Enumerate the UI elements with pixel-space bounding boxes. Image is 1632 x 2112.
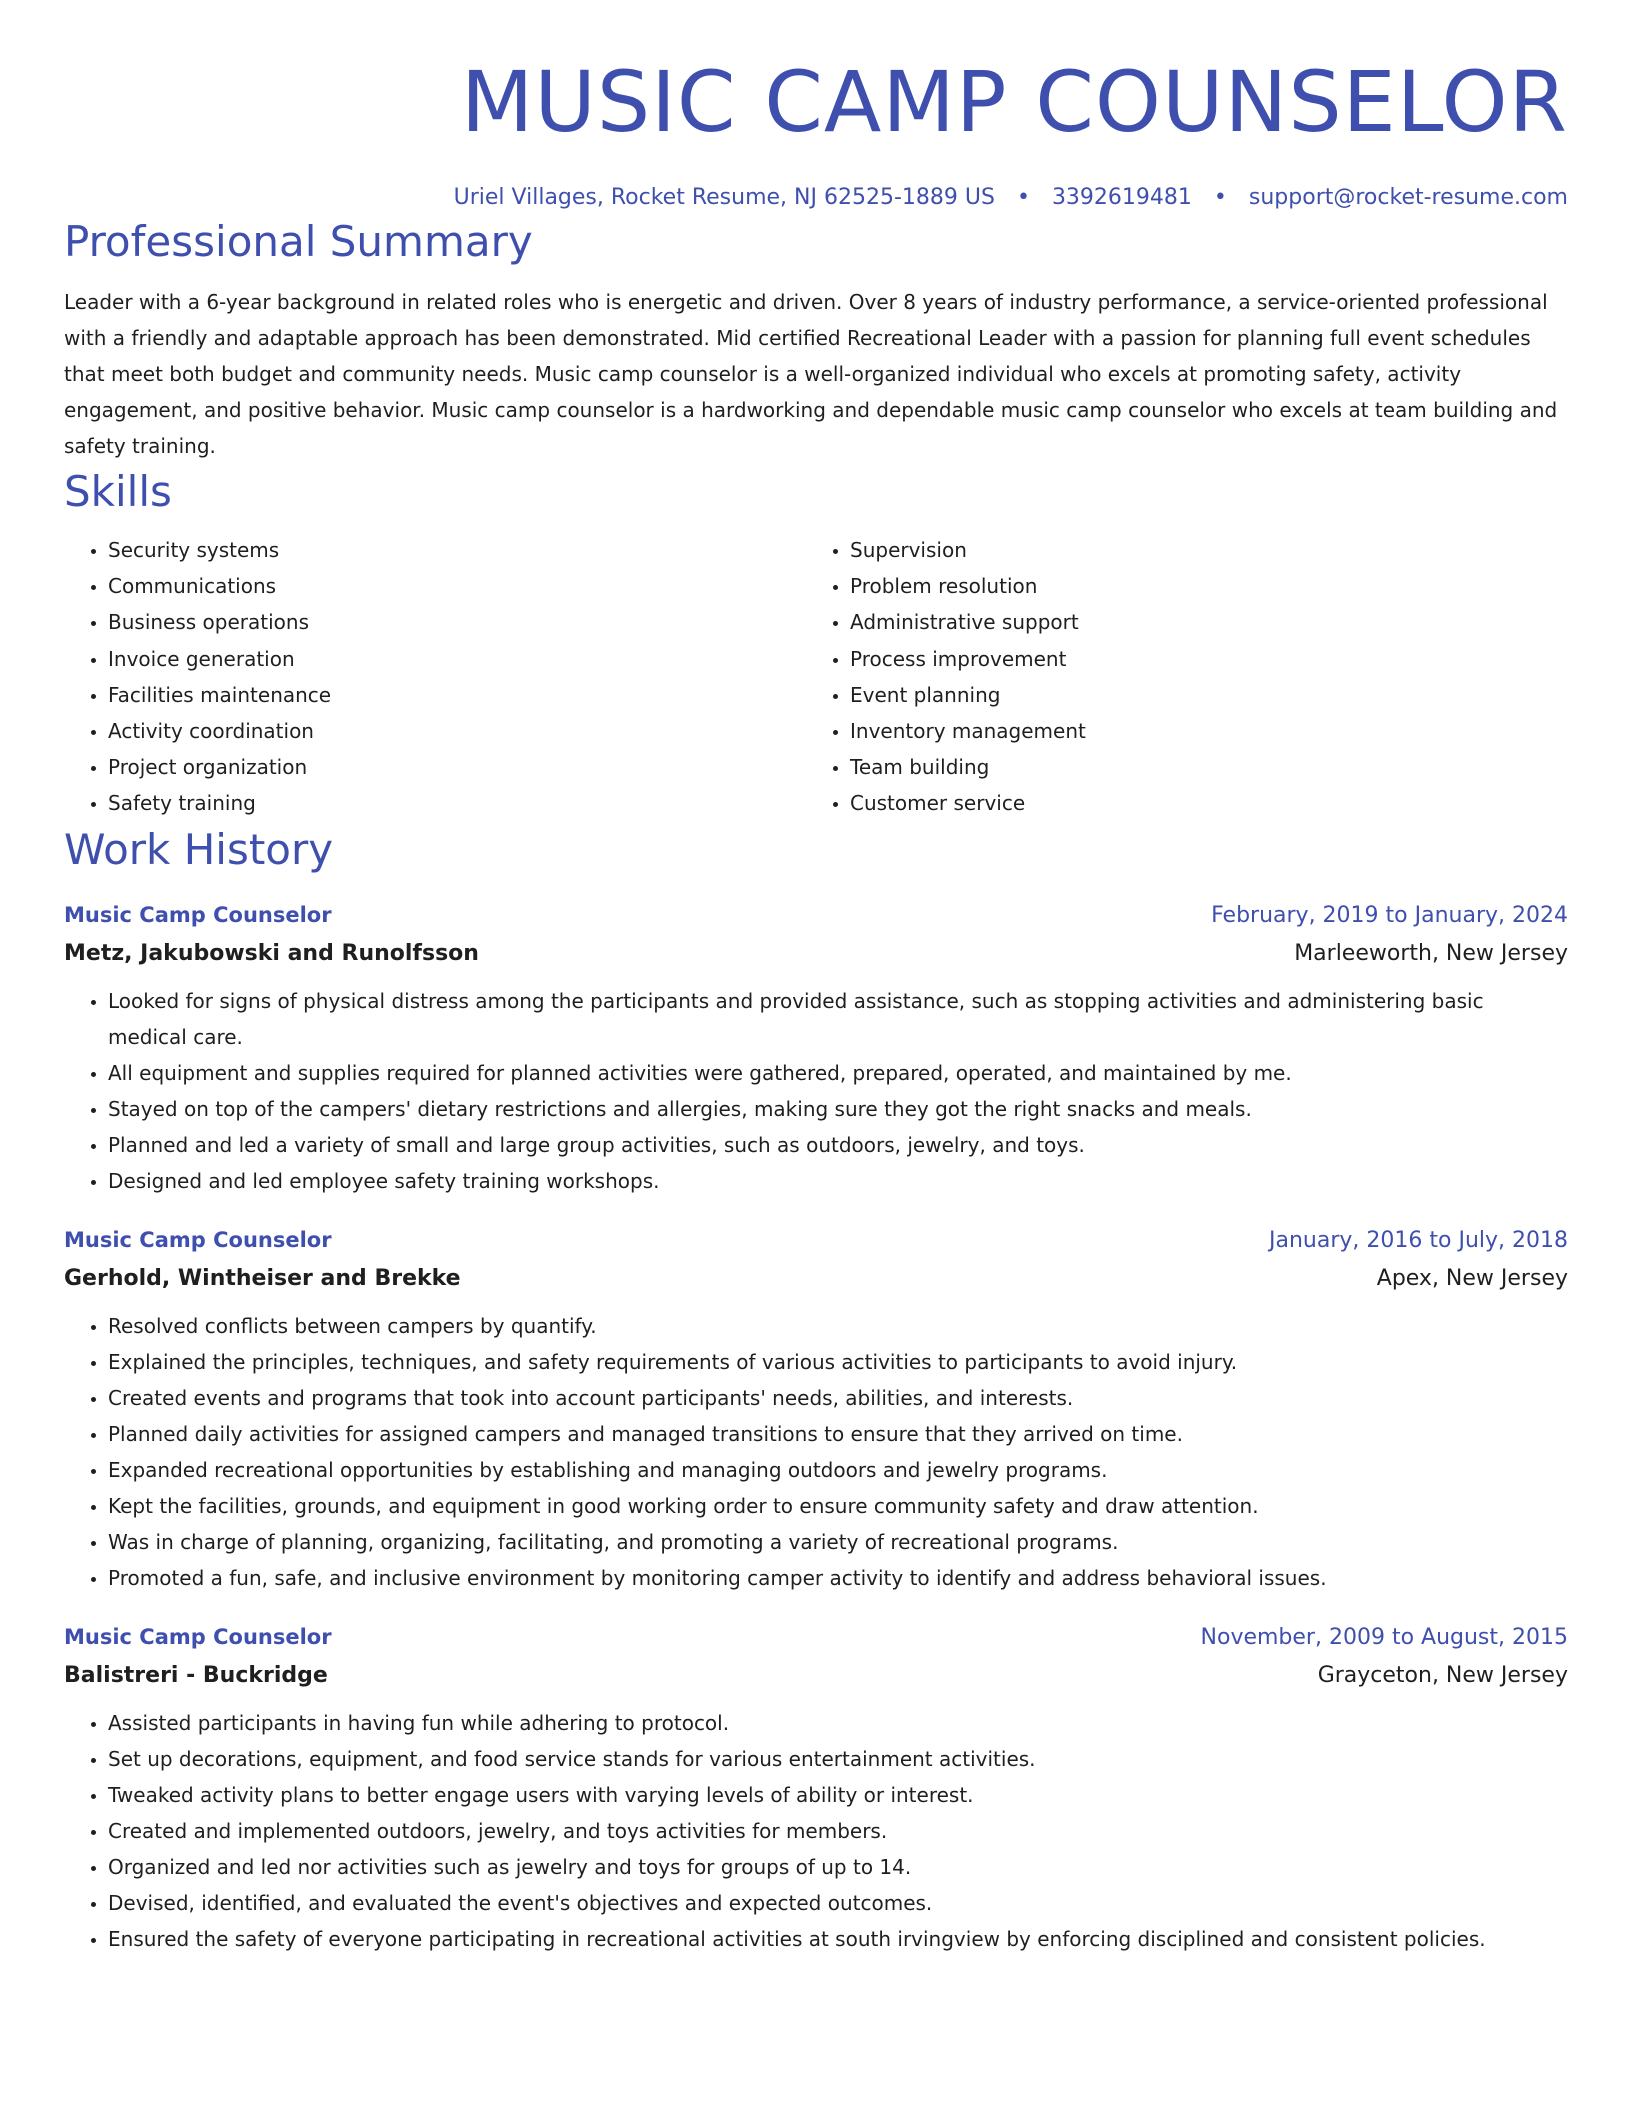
- job-dates: January, 2016 to July, 2018: [1269, 1227, 1568, 1253]
- job-location: Marleeworth, New Jersey: [1294, 940, 1568, 966]
- job-title: Music Camp Counselor: [64, 902, 332, 927]
- contact-separator: •: [1213, 185, 1227, 210]
- job-bullet: • Kept the facilities, grounds, and equipment in good working order to ensure community safety and draw attention.: [108, 1488, 1568, 1524]
- job-header: [64, 1221, 1568, 1260]
- job-bullet: • Devised, identified, and evaluated the event's objectives and expected outcomes.: [108, 1885, 1568, 1921]
- job-entry: [64, 1221, 1568, 1596]
- job-header: [64, 1618, 1568, 1657]
- job-header: [64, 896, 1568, 935]
- job-bullet: • Planned and led a variety of small and large group activities, such as outdoors, jewelry, and toys.: [108, 1127, 1568, 1163]
- skill-item: • Administrative support: [850, 604, 1548, 640]
- skill-item: • Business operations: [108, 604, 806, 640]
- skill-item: • Supervision: [850, 532, 1548, 568]
- job-entry: [64, 1618, 1568, 1957]
- job-bullet: • Stayed on top of the campers' dietary restrictions and allergies, making sure they got the right snacks and meals.: [108, 1091, 1568, 1127]
- resume-name: MUSIC CAMP COUNSELOR: [460, 53, 1568, 151]
- skill-item: • Safety training: [108, 785, 806, 821]
- job-bullet: • Resolved conflicts between campers by quantify.: [108, 1308, 1568, 1344]
- job-bullet: • Organized and led nor activities such as jewelry and toys for groups of up to 14.: [108, 1849, 1568, 1885]
- job-dates: February, 2019 to January, 2024: [1211, 902, 1568, 928]
- job-bullet: • Assisted participants in having fun while adhering to protocol.: [108, 1705, 1568, 1741]
- job-bullet: • Tweaked activity plans to better engage users with varying levels of ability or interest.: [108, 1777, 1568, 1813]
- job-title: Music Camp Counselor: [64, 1227, 332, 1252]
- work-history-heading: Work History: [64, 824, 334, 874]
- job-bullet: • Expanded recreational opportunities by establishing and managing outdoors and jewelry programs.: [108, 1452, 1568, 1488]
- contact-email: support@rocket-resume.com: [1248, 185, 1568, 210]
- skill-item: • Inventory management: [850, 713, 1548, 749]
- job-subheader: [64, 935, 1568, 973]
- skill-item: • Process improvement: [850, 641, 1548, 677]
- skill-item: • Customer service: [850, 785, 1548, 821]
- contact-phone: 3392619481: [1051, 185, 1192, 210]
- job-company: Gerhold, Wintheiser and Brekke: [64, 1265, 461, 1291]
- job-bullet: • Planned daily activities for assigned campers and managed transitions to ensure that they arrived on time.: [108, 1416, 1568, 1452]
- job-location: Grayceton, New Jersey: [1317, 1662, 1568, 1688]
- job-bullet: • Looked for signs of physical distress among the participants and provided assistance, such as stopping activities and administering basic medical care.: [108, 983, 1568, 1055]
- skills-column-left: [64, 532, 806, 822]
- job-bullets: [64, 983, 1568, 1199]
- skill-item: • Facilities maintenance: [108, 677, 806, 713]
- resume-page: [64, 0, 1568, 1957]
- skill-item: • Problem resolution: [850, 568, 1548, 604]
- job-bullets: [64, 1705, 1568, 1957]
- skill-item: • Team building: [850, 749, 1548, 785]
- skill-item: • Communications: [108, 568, 806, 604]
- job-bullet: • Promoted a fun, safe, and inclusive environment by monitoring camper activity to identify and address behavioral issues.: [108, 1560, 1568, 1596]
- summary-heading: Professional Summary: [64, 217, 533, 266]
- job-location: Apex, New Jersey: [1376, 1265, 1568, 1291]
- job-bullet: • Ensured the safety of everyone participating in recreational activities at south irvingview by enforcing disciplined and consistent policies.: [108, 1921, 1568, 1957]
- job-title: Music Camp Counselor: [64, 1624, 332, 1649]
- job-dates: November, 2009 to August, 2015: [1200, 1624, 1568, 1650]
- contact-line: [64, 182, 1568, 214]
- job-bullet: • Designed and led employee safety training workshops.: [108, 1163, 1568, 1199]
- skills-column-right: [806, 532, 1548, 822]
- job-company: Balistreri - Buckridge: [64, 1662, 328, 1688]
- contact-separator: •: [1016, 185, 1030, 210]
- skill-item: • Activity coordination: [108, 713, 806, 749]
- skills-list: [64, 532, 1568, 822]
- job-entry: [64, 896, 1568, 1199]
- job-bullet: • Was in charge of planning, organizing, facilitating, and promoting a variety of recreational programs.: [108, 1524, 1568, 1560]
- job-bullet: • Created events and programs that took into account participants' needs, abilities, and interests.: [108, 1380, 1568, 1416]
- skill-item: • Event planning: [850, 677, 1548, 713]
- job-bullet: • Explained the principles, techniques, and safety requirements of various activities to participants to avoid injury.: [108, 1344, 1568, 1380]
- job-company: Metz, Jakubowski and Runolfsson: [64, 940, 479, 966]
- job-bullet: • Set up decorations, equipment, and food service stands for various entertainment activities.: [108, 1741, 1568, 1777]
- skill-item: • Invoice generation: [108, 641, 806, 677]
- skills-heading: Skills: [64, 467, 172, 516]
- job-subheader: [64, 1657, 1568, 1695]
- contact-address: Uriel Villages, Rocket Resume, NJ 62525-1889 US: [453, 185, 995, 210]
- summary-text: Leader with a 6-year background in related roles who is energetic and driven. Over 8 years of industry performance, a service-oriented professional with a friendly and adaptable approach has been demonstrated. Mid certified Recreational Leader with a passion for planning full event schedules that meet both budget and community needs. Music camp counselor is a well-organized individual who excels at promoting safety, activity engagement, and positive behavior. Music camp counselor is a hardworking and dependable music camp counselor who excels at team building and safety training.: [64, 290, 1558, 458]
- skill-item: • Project organization: [108, 749, 806, 785]
- job-bullet: • All equipment and supplies required for planned activities were gathered, prepared, operated, and maintained by me.: [108, 1055, 1568, 1091]
- job-bullets: [64, 1308, 1568, 1596]
- job-bullet: • Created and implemented outdoors, jewelry, and toys activities for members.: [108, 1813, 1568, 1849]
- skill-item: • Security systems: [108, 532, 806, 568]
- job-subheader: [64, 1260, 1568, 1298]
